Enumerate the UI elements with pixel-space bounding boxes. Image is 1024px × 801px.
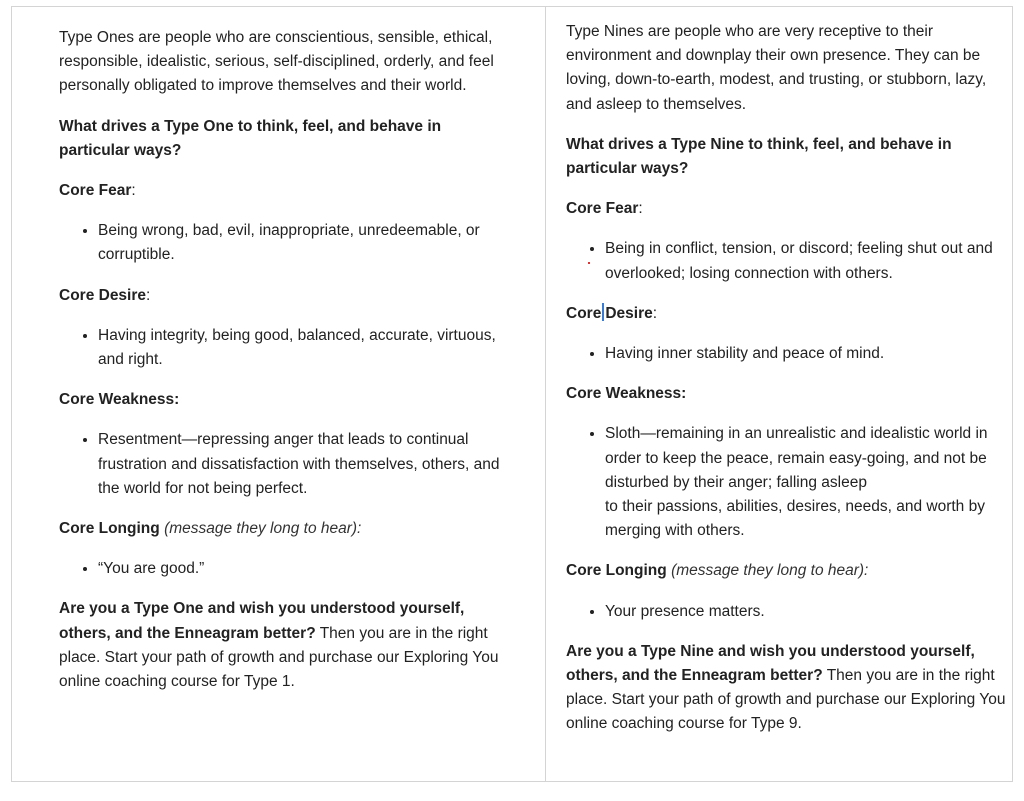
- type-one-core-longing-label: Core Longing (message they long to hear):: [59, 520, 362, 538]
- type-one-core-desire-list: [59, 324, 509, 372]
- type-nine-core-desire-label: Core Desire:: [566, 304, 658, 322]
- list-item: • Being in conflict, tension, or discord; feeling shut out and overlooked; losing connection with others.: [605, 237, 1010, 285]
- type-one-core-longing-list: [59, 557, 509, 581]
- type-nine-drives-heading: What drives a Type Nine to think, feel, and behave in particular ways?: [566, 135, 952, 178]
- type-nine-core-longing-label: Core Longing (message they long to hear):: [566, 562, 869, 580]
- type-one-column[interactable]: [59, 26, 509, 710]
- list-item: • Your presence matters.: [605, 600, 1010, 624]
- list-item: • Having inner stability and peace of mind.: [605, 342, 1010, 366]
- list-item: • Being wrong, bad, evil, inappropriate, unredeemable, or corruptible.: [98, 219, 509, 267]
- type-nine-core-fear-list: [566, 237, 1010, 285]
- list-item: • Resentment—repressing anger that leads to continual frustration and dissatisfaction with themselves, others, and the world for not being perfect.: [98, 428, 509, 501]
- list-item: • Having integrity, being good, balanced, accurate, virtuous, and right.: [98, 324, 509, 372]
- type-one-core-fear-label: Core Fear:: [59, 182, 136, 200]
- type-nine-core-weakness-list: [566, 422, 1010, 543]
- type-one-cta: Are you a Type One and wish you understood yourself, others, and the Enneagram better? Then you are in the right place. Start your path of growth and purchase our Exploring You online coaching course for Type 1.: [59, 600, 499, 691]
- type-one-core-fear-list: [59, 219, 509, 267]
- type-nine-core-weakness-label: Core Weakness:: [566, 385, 687, 403]
- type-nine-core-desire-list: [566, 342, 1010, 366]
- type-nine-column[interactable]: [566, 20, 1010, 753]
- type-nine-core-longing-list: [566, 600, 1010, 624]
- type-one-intro: Type Ones are people who are conscientious, sensible, ethical, responsible, idealistic, serious, self-disciplined, orderly, and feel personally obligated to improve themselves and their world.: [59, 29, 494, 95]
- column-divider: [545, 6, 546, 782]
- list-item: • Sloth—remaining in an unrealistic and idealistic world in order to keep the peace, remain easy-going, and not be disturbed by their anger; falling asleep to their passions, abilities, desires, needs, and worth by merging with others.: [605, 422, 1010, 543]
- type-nine-cta: Are you a Type Nine and wish you understood yourself, others, and the Enneagram better? Then you are in the right place. Start your path of growth and purchase our Exploring You online coaching course for Type 9.: [566, 642, 1006, 733]
- type-nine-intro: Type Nines are people who are very receptive to their environment and downplay their own presence. They can be loving, down-to-earth, modest, and trusting, or stubborn, lazy, and asleep to themselves.: [566, 23, 987, 113]
- type-one-drives-heading: What drives a Type One to think, feel, and behave in particular ways?: [59, 117, 442, 159]
- type-nine-core-fear-label: Core Fear:: [566, 200, 643, 218]
- type-one-core-weakness-list: [59, 428, 509, 501]
- type-one-core-weakness-label: Core Weakness:: [59, 391, 180, 409]
- list-item: • “You are good.”: [98, 557, 509, 581]
- type-one-core-desire-label: Core Desire:: [59, 286, 151, 304]
